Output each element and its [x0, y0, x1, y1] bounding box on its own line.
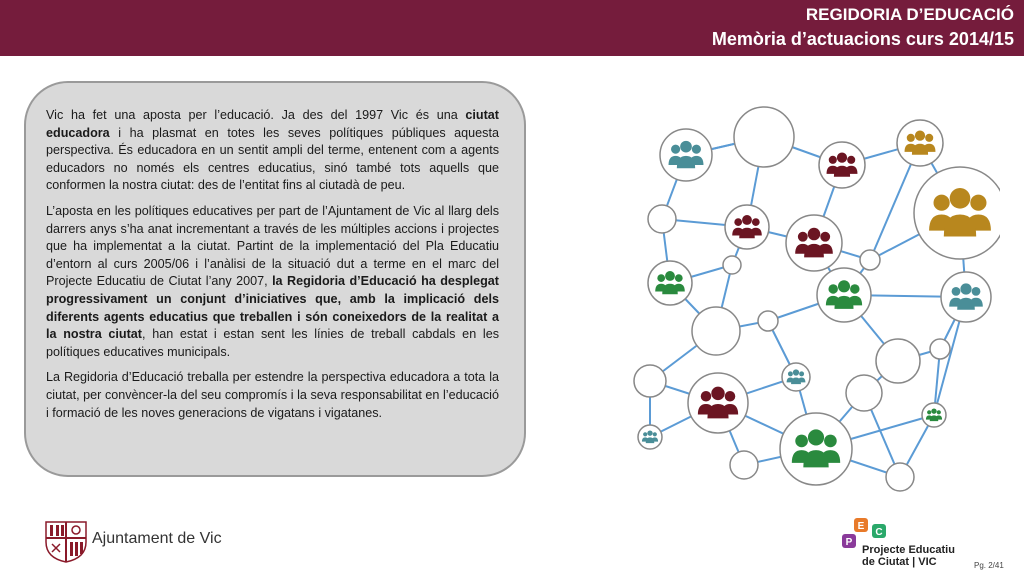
node-circle	[930, 339, 950, 359]
people-group-node	[660, 129, 712, 181]
node-circle	[817, 268, 871, 322]
node-circle	[860, 250, 880, 270]
p2-text-c: , han estat i estan sent les línies de treball cabdals en les polítiques educatives municipals.	[46, 327, 499, 359]
p1-text-c: i ha plasmat en totes les seves polítiques públiques aquesta perspectiva. És educadora en un sentit ampli del terme, entenent com a agents educadors no només els centres educatius, sinó també tots aquells que conformen la nostra ciutat: des de l’entitat fins al ciutadà de peu.	[46, 125, 499, 193]
empty-circle-node	[692, 307, 740, 355]
header-bar	[0, 0, 1024, 56]
node-circle	[914, 167, 1000, 259]
people-group-node	[819, 142, 865, 188]
node-circle	[648, 205, 676, 233]
node-circle	[782, 363, 810, 391]
node-circle	[725, 205, 769, 249]
empty-circle-node	[730, 451, 758, 479]
people-group-node	[897, 120, 943, 166]
network-nodes	[634, 107, 1000, 491]
people-group-node	[786, 215, 842, 271]
empty-circle-node	[634, 365, 666, 397]
paragraph-2	[46, 203, 499, 361]
p2-bold: la Regidoria d’Educació ha desplegat progressivament un conjunt d’iniciatives que, amb la implicació dels diferents agents educatius que treballen i són coneixedors de la realitat a la nostra ciutat	[46, 274, 499, 342]
node-circle	[786, 215, 842, 271]
node-circle	[634, 365, 666, 397]
empty-circle-node	[723, 256, 741, 274]
node-circle	[660, 129, 712, 181]
people-network-illustration	[620, 105, 1000, 500]
node-circle	[723, 256, 741, 274]
node-circle	[886, 463, 914, 491]
pec-logo-line1: Projecte Educatiu	[862, 544, 955, 556]
empty-circle-node	[648, 205, 676, 233]
p1-text-a: Vic ha fet una aposta per l’educació. Ja des del 1997 Vic és una	[46, 108, 466, 122]
p2-text-a: L’aposta en les polítiques educatives per part de l’Ajuntament de Vic al llarg dels darrers anys s’ha anat incrementant a través de les múltiples accions i projectes que ha implementat a la ciutat. Partint de la implementació del Pla Educatiu d’entorn al curs 2005/06 i l’anàlisi de la situació dut a terme en el marc del Projecte Educatiu de Ciutat l’any 2007,	[46, 203, 499, 289]
people-group-node	[648, 261, 692, 305]
empty-circle-node	[886, 463, 914, 491]
p1-bold: ciutat educadora	[46, 108, 499, 140]
people-group-node	[922, 403, 946, 427]
people-group-node	[638, 425, 662, 449]
header-title: REGIDORIA D’EDUCACIÓ	[805, 5, 1014, 24]
node-circle	[638, 425, 662, 449]
node-circle	[688, 373, 748, 433]
empty-circle-node	[758, 311, 778, 331]
page-number: Pg. 2/41	[974, 561, 1004, 570]
people-group-node	[688, 373, 748, 433]
node-circle	[846, 375, 882, 411]
pec-letter-c: C	[875, 527, 883, 538]
node-circle	[780, 413, 852, 485]
ajuntament-vic-text: Ajuntament de Vic	[92, 530, 222, 547]
node-circle	[897, 120, 943, 166]
header-subtitle: Memòria d’actuacions curs 2014/15	[711, 29, 1014, 49]
people-group-node	[780, 413, 852, 485]
empty-circle-node	[846, 375, 882, 411]
paragraph-1	[46, 107, 499, 195]
node-circle	[819, 142, 865, 188]
node-circle	[648, 261, 692, 305]
paragraph-3: La Regidoria d’Educació treballa per estendre la perspectiva educadora a tota la ciutat, per convèncer-la del seu compromís i la seva responsabilitat en l’educació i formació de les noves generacions de vigatans i vigatanes.	[46, 370, 499, 420]
node-circle	[758, 311, 778, 331]
node-circle	[730, 451, 758, 479]
pec-letter-e: E	[857, 521, 865, 532]
node-circle	[941, 272, 991, 322]
node-circle	[922, 403, 946, 427]
node-circle	[876, 339, 920, 383]
empty-circle-node	[860, 250, 880, 270]
node-circle	[734, 107, 794, 167]
empty-circle-node	[734, 107, 794, 167]
people-group-node	[782, 363, 810, 391]
people-group-node	[817, 268, 871, 322]
main-text-box	[24, 81, 526, 477]
pec-logo-line2: de Ciutat | VIC	[862, 556, 937, 568]
node-circle	[692, 307, 740, 355]
people-group-node	[941, 272, 991, 322]
pec-letter-p: P	[845, 537, 853, 548]
empty-circle-node	[930, 339, 950, 359]
empty-circle-node	[876, 339, 920, 383]
people-group-node	[725, 205, 769, 249]
people-group-node	[914, 167, 1000, 259]
